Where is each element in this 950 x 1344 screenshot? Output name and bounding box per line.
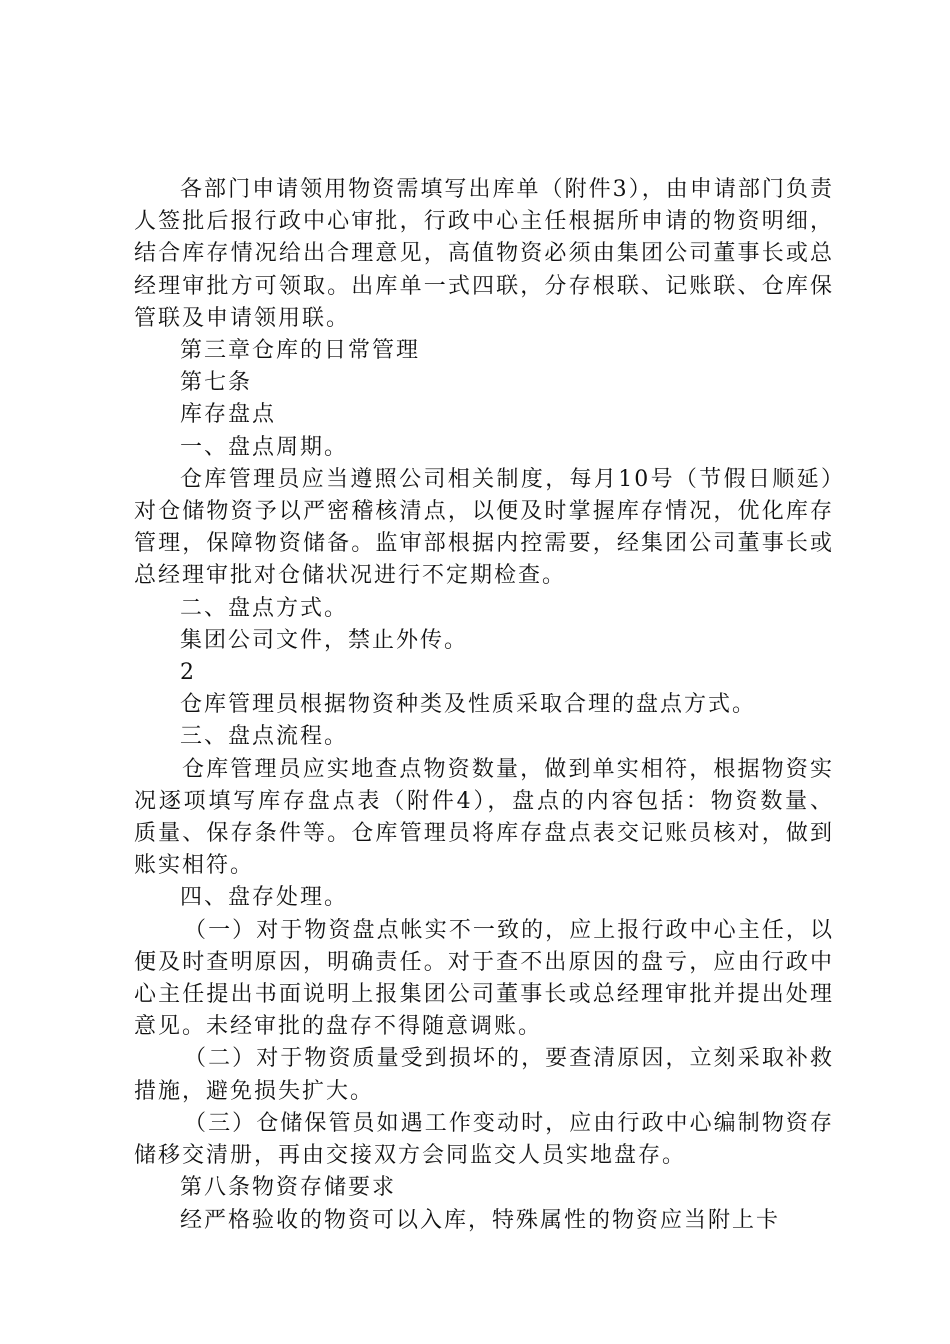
paragraph-handling-3: （三）仓储保管员如遇工作变动时，应由行政中心编制物资存储移交清册，再由交接双方会同监交人员实地盘存。 — [134, 1110, 834, 1169]
footer-confidential-notice: 集团公司文件，禁止外传。 — [180, 627, 469, 653]
document-body — [134, 174, 834, 1237]
paragraph-outbound-requisition: 各部门申请领用物资需填写出库单（附件3），由申请部门负责人签批后报行政中心审批，行政中心主任根据所申请的物资明细，结合库存情况给出合理意见，高值物资必须由集团公司董事长或总经理审批方可领取。出库单一式四联，分存根联、记账联、仓库保管联及申请领用联。 — [134, 177, 834, 331]
article-heading-storage: 第八条物资存储要求 — [180, 1175, 397, 1201]
section-heading-inventory: 库存盘点 — [180, 402, 277, 428]
item-heading-cycle: 一、盘点周期。 — [180, 434, 349, 460]
page-number: 2 — [180, 660, 196, 686]
item-heading-process: 三、盘点流程。 — [180, 724, 349, 750]
item-heading-handling: 四、盘存处理。 — [180, 885, 349, 911]
item-heading-method: 二、盘点方式。 — [180, 595, 349, 621]
paragraph-handling-1: （一）对于物资盘点帐实不一致的，应上报行政中心主任，以便及时查明原因，明确责任。对于查不出原因的盘亏，应由行政中心主任提出书面说明上报集团公司董事长或总经理审批并提出处理意见。未经审批的盘存不得随意调账。 — [134, 917, 834, 1040]
paragraph-handling-2: （二）对于物资质量受到损坏的，要查清原因，立刻采取补救措施，避免损失扩大。 — [134, 1046, 834, 1104]
paragraph-inventory-method: 仓库管理员根据物资种类及性质采取合理的盘点方式。 — [180, 692, 757, 718]
paragraph-inventory-process: 仓库管理员应实地查点物资数量，做到单实相符，根据物资实况逐项填写库存盘点表（附件4），盘点的内容包括：物资数量、质量、保存条件等。仓库管理员将库存盘点表交记账员核对，做到账实相符。 — [134, 756, 834, 879]
paragraph-storage-requirements: 经严格验收的物资可以入库，特殊属性的物资应当附上卡 — [180, 1207, 781, 1233]
paragraph-inventory-cycle: 仓库管理员应当遵照公司相关制度，每月10号（节假日顺延）对仓储物资予以严密稽核清点，以便及时掌握库存情况，优化库存管理，保障物资储备。监审部根据内控需要，经集团公司董事长或总经理审批对仓储状况进行不定期检查。 — [134, 466, 834, 589]
article-heading: 第七条 — [180, 370, 253, 396]
chapter-heading: 第三章仓库的日常管理 — [180, 338, 421, 364]
